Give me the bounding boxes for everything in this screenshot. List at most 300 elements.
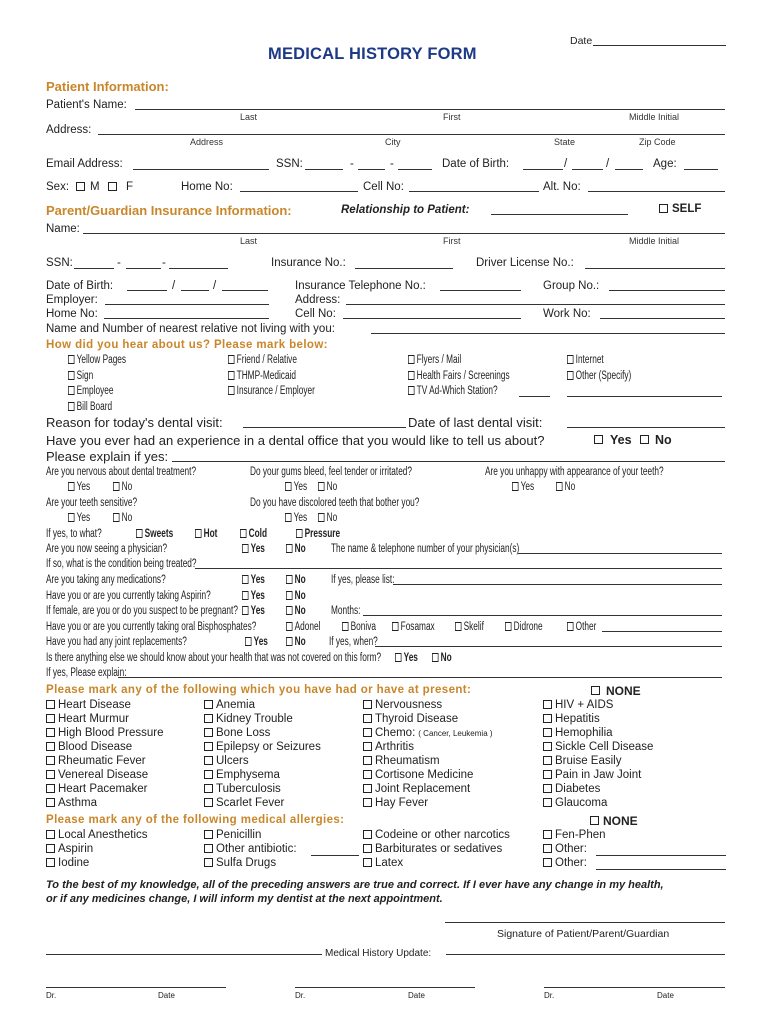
g-ssn-1[interactable] xyxy=(74,268,114,269)
cell-line[interactable] xyxy=(409,191,539,192)
checkbox-icon[interactable] xyxy=(68,355,74,364)
g-ssn-2[interactable] xyxy=(126,268,161,269)
condition-item[interactable] xyxy=(363,798,428,810)
checkbox-icon[interactable] xyxy=(363,714,372,723)
g-dob-y[interactable] xyxy=(222,290,268,291)
yes-label: Yes xyxy=(250,590,265,602)
allergy-label: Penicillin xyxy=(216,829,262,841)
checkbox-icon[interactable] xyxy=(512,482,518,491)
condition-item[interactable] xyxy=(46,770,148,782)
condition-item[interactable] xyxy=(543,756,621,768)
condition-item[interactable] xyxy=(204,798,284,810)
q-gums: Do your gums bleed, feel tender or irritated? xyxy=(250,466,413,478)
dob-day[interactable] xyxy=(572,169,603,170)
condition-item[interactable] xyxy=(204,728,270,740)
allergy-item[interactable] xyxy=(46,858,89,870)
checkbox-icon[interactable] xyxy=(286,544,292,553)
checkbox-icon[interactable] xyxy=(46,844,55,853)
g-work-line[interactable] xyxy=(600,318,725,319)
yes-label: Yes xyxy=(250,574,265,586)
home-line[interactable] xyxy=(240,191,358,192)
checkbox-icon[interactable] xyxy=(286,591,292,600)
yes-label: Yes xyxy=(293,481,308,493)
appearance-no[interactable] xyxy=(556,482,575,494)
dr-label-2: Dr. xyxy=(295,991,306,1000)
ref-friend[interactable] xyxy=(228,355,297,367)
g-insurance-line[interactable] xyxy=(355,268,453,269)
experience-no-label: No xyxy=(655,433,672,447)
checkbox-icon[interactable] xyxy=(204,858,213,867)
no-label: No xyxy=(564,481,576,493)
checkbox-icon[interactable] xyxy=(455,622,461,631)
checkbox-icon[interactable] xyxy=(242,591,248,600)
g-address-line[interactable] xyxy=(346,304,725,305)
checkbox-icon[interactable] xyxy=(392,622,398,631)
checkbox-icon[interactable] xyxy=(204,784,213,793)
checkbox-icon[interactable] xyxy=(408,386,414,395)
checkbox-icon[interactable] xyxy=(363,742,372,751)
checkbox-icon[interactable] xyxy=(363,798,372,807)
checkbox-icon[interactable] xyxy=(363,728,372,737)
joint-no[interactable] xyxy=(286,637,306,649)
q-explain: If yes, Please explain: xyxy=(46,667,127,679)
condition-label: Bruise Easily xyxy=(555,755,622,767)
checkbox-icon[interactable] xyxy=(204,742,213,751)
aspirin-yes[interactable] xyxy=(242,591,265,603)
relationship-line[interactable] xyxy=(491,214,628,215)
g-cell-line[interactable] xyxy=(343,318,521,319)
ref-bill-board[interactable] xyxy=(68,402,112,414)
checkbox-icon[interactable] xyxy=(408,371,414,380)
condition-item[interactable] xyxy=(363,728,493,740)
bis-boniva[interactable] xyxy=(342,622,376,634)
anything-no[interactable] xyxy=(432,653,452,665)
ref-other[interactable] xyxy=(567,371,631,383)
ref-flyers[interactable] xyxy=(408,355,461,367)
ref-insurance[interactable] xyxy=(228,386,315,398)
self-label: SELF xyxy=(672,203,702,215)
checkbox-icon[interactable] xyxy=(543,742,552,751)
g-employer-line[interactable] xyxy=(105,304,269,305)
pregnant-yes[interactable] xyxy=(242,606,265,618)
g-dob-d[interactable] xyxy=(181,290,209,291)
condition-item[interactable] xyxy=(543,714,600,726)
checkbox-icon[interactable] xyxy=(68,386,74,395)
ref-thmp[interactable] xyxy=(228,371,296,383)
bis-other[interactable] xyxy=(567,622,596,634)
condition-label: Chemo: xyxy=(375,727,416,739)
checkbox-icon[interactable] xyxy=(543,798,552,807)
checkbox-icon[interactable] xyxy=(195,529,201,538)
condition-label: Epilepsy or Seizures xyxy=(216,741,321,753)
g-license-line[interactable] xyxy=(585,268,725,269)
checkbox-icon[interactable] xyxy=(113,482,119,491)
checkbox-icon[interactable] xyxy=(296,529,302,538)
other-antibiotic-line[interactable] xyxy=(311,855,359,856)
checkbox-icon[interactable] xyxy=(543,728,552,737)
condition-label: Emphysema xyxy=(216,769,280,781)
checkbox-icon[interactable] xyxy=(286,606,292,615)
allergy-other-line-1[interactable] xyxy=(596,855,726,856)
physician-yes[interactable] xyxy=(242,544,265,556)
allergy-item[interactable] xyxy=(204,830,261,842)
female-checkbox[interactable] xyxy=(108,182,117,191)
option-label: Sweets xyxy=(144,528,174,540)
checkbox-icon[interactable] xyxy=(363,700,372,709)
checkbox-icon[interactable] xyxy=(46,784,55,793)
option-label: Health Fairs / Screenings xyxy=(416,370,510,382)
address-line[interactable] xyxy=(98,134,725,135)
discolored-yes[interactable] xyxy=(285,513,307,525)
g-ins-phone-line[interactable] xyxy=(440,290,521,291)
allergy-item[interactable] xyxy=(204,844,297,856)
ref-sign[interactable] xyxy=(68,371,93,383)
g-dob-label: Date of Birth: xyxy=(46,280,114,292)
option-label: Hot xyxy=(203,528,218,540)
checkbox-icon[interactable] xyxy=(204,728,213,737)
condition-label: Glaucoma xyxy=(555,797,608,809)
checkbox-icon[interactable] xyxy=(286,637,292,646)
yes-label: Yes xyxy=(76,481,91,493)
nervous-no[interactable] xyxy=(113,482,132,494)
condition-item[interactable] xyxy=(46,798,97,810)
statement-line-2: or if any medicines change, I will inform my dentist at the next appointment. xyxy=(46,893,443,905)
anything-yes[interactable] xyxy=(395,653,418,665)
condition-label: Heart Disease xyxy=(58,699,131,711)
conditions-none-checkbox[interactable] xyxy=(591,686,600,695)
condition-item[interactable] xyxy=(204,770,280,782)
allergy-item[interactable] xyxy=(543,844,587,856)
dob-slash: / xyxy=(564,158,568,170)
medications-yes[interactable] xyxy=(242,575,265,587)
checkbox-icon[interactable] xyxy=(567,622,573,631)
checkbox-icon[interactable] xyxy=(68,371,74,380)
joint-yes[interactable] xyxy=(245,637,268,649)
g-address-label: Address: xyxy=(295,294,341,306)
condition-label: Kidney Trouble xyxy=(216,713,293,725)
checkbox-icon[interactable] xyxy=(543,756,552,765)
option-label: Internet xyxy=(575,354,604,366)
statement-line-1: To the best of my knowledge, all of the preceding answers are true and correct. If I ever have any change in my health, xyxy=(46,879,664,891)
alt-label: Alt. No: xyxy=(543,181,581,193)
condition-item[interactable] xyxy=(46,728,163,740)
checkbox-icon[interactable] xyxy=(46,714,55,723)
g-home-line[interactable] xyxy=(104,318,269,319)
checkbox-icon[interactable] xyxy=(204,830,213,839)
pressure-option[interactable] xyxy=(296,529,340,541)
condition-item[interactable] xyxy=(204,756,249,768)
checkbox-icon[interactable] xyxy=(46,858,55,867)
explain-label: Please explain if yes: xyxy=(46,449,169,464)
checkbox-icon[interactable] xyxy=(432,653,438,662)
condition-line[interactable] xyxy=(195,568,722,569)
patient-name-line[interactable] xyxy=(135,109,725,110)
allergy-item[interactable] xyxy=(204,858,276,870)
medications-line[interactable] xyxy=(393,584,722,585)
g-sub-last: Last xyxy=(240,236,258,246)
condition-label: Hepatitis xyxy=(555,713,600,725)
checkbox-icon[interactable] xyxy=(46,798,55,807)
checkbox-icon[interactable] xyxy=(408,355,414,364)
checkbox-icon[interactable] xyxy=(505,622,511,631)
checkbox-icon[interactable] xyxy=(543,844,552,853)
checkbox-icon[interactable] xyxy=(242,575,248,584)
checkbox-icon[interactable] xyxy=(543,858,552,867)
ref-employee[interactable] xyxy=(68,386,113,398)
ref-tv-ad[interactable] xyxy=(408,386,498,398)
email-line[interactable] xyxy=(133,169,269,170)
checkbox-icon[interactable] xyxy=(204,756,213,765)
checkbox-icon[interactable] xyxy=(240,529,246,538)
male-label: M xyxy=(90,181,100,193)
allergy-label: Local Anesthetics xyxy=(58,829,148,841)
self-checkbox[interactable] xyxy=(659,204,668,213)
checkbox-icon[interactable] xyxy=(543,784,552,793)
option-label: Flyers / Mail xyxy=(416,354,462,366)
date-label-2: Date xyxy=(408,991,425,1000)
male-checkbox[interactable] xyxy=(76,182,85,191)
condition-item[interactable] xyxy=(46,756,146,768)
checkbox-icon[interactable] xyxy=(204,714,213,723)
allergy-item[interactable] xyxy=(543,830,606,842)
last-visit-label: Date of last dental visit: xyxy=(408,415,543,430)
bis-other-line[interactable] xyxy=(602,631,722,632)
ref-yellow-pages[interactable] xyxy=(68,355,126,367)
dob-month[interactable] xyxy=(523,169,563,170)
allergy-other-line-2[interactable] xyxy=(596,869,726,870)
g-name-label: Name: xyxy=(46,223,80,235)
dr-line-3[interactable] xyxy=(544,987,725,988)
checkbox-icon[interactable] xyxy=(567,355,573,364)
condition-item[interactable] xyxy=(204,784,281,796)
checkbox-icon[interactable] xyxy=(228,371,234,380)
bis-skelif[interactable] xyxy=(455,622,484,634)
date-line[interactable] xyxy=(593,45,726,46)
dob-label: Date of Birth: xyxy=(442,158,510,170)
checkbox-icon[interactable] xyxy=(242,544,248,553)
experience-yes-checkbox[interactable] xyxy=(594,435,603,444)
checkbox-icon[interactable] xyxy=(342,622,348,631)
hot-option[interactable] xyxy=(195,529,217,541)
guardian-heading: Parent/Guardian Insurance Information: xyxy=(46,203,292,218)
checkbox-icon[interactable] xyxy=(363,830,372,839)
g-work-label: Work No: xyxy=(543,308,591,320)
condition-item[interactable] xyxy=(363,742,414,754)
cold-option[interactable] xyxy=(240,529,267,541)
bis-fosamax[interactable] xyxy=(392,622,435,634)
appearance-yes[interactable] xyxy=(512,482,534,494)
no-label: No xyxy=(326,481,338,493)
checkbox-icon[interactable] xyxy=(46,770,55,779)
g-ssn-3[interactable] xyxy=(169,268,228,269)
checkbox-icon[interactable] xyxy=(363,770,372,779)
condition-item[interactable] xyxy=(363,756,440,768)
checkbox-icon[interactable] xyxy=(363,844,372,853)
other-specify-line[interactable] xyxy=(567,396,722,397)
ssn-dash-2: - xyxy=(390,158,394,170)
checkbox-icon[interactable] xyxy=(285,513,291,522)
patient-heading: Patient Information: xyxy=(46,79,169,94)
sensitive-no[interactable] xyxy=(113,513,132,525)
checkbox-icon[interactable] xyxy=(286,622,292,631)
condition-item[interactable] xyxy=(543,784,600,796)
physician-name-line[interactable] xyxy=(518,553,722,554)
allergy-item[interactable] xyxy=(363,830,510,842)
checkbox-icon[interactable] xyxy=(46,700,55,709)
checkbox-icon[interactable] xyxy=(68,482,74,491)
checkbox-icon[interactable] xyxy=(543,714,552,723)
checkbox-icon[interactable] xyxy=(286,575,292,584)
medications-no[interactable] xyxy=(286,575,306,587)
dr-line-2[interactable] xyxy=(295,987,475,988)
sensitive-yes[interactable] xyxy=(68,513,90,525)
condition-item[interactable] xyxy=(543,770,641,782)
checkbox-icon[interactable] xyxy=(318,513,324,522)
checkbox-icon[interactable] xyxy=(543,770,552,779)
alt-line[interactable] xyxy=(588,191,725,192)
bis-didrone[interactable] xyxy=(505,622,543,634)
checkbox-icon[interactable] xyxy=(136,529,142,538)
condition-label: Cortisone Medicine xyxy=(375,769,474,781)
allergy-item[interactable] xyxy=(46,844,93,856)
bis-adonel[interactable] xyxy=(286,622,320,634)
checkbox-icon[interactable] xyxy=(318,482,324,491)
q-appearance: Are you unhappy with appearance of your teeth? xyxy=(485,466,664,478)
checkbox-icon[interactable] xyxy=(46,756,55,765)
checkbox-icon[interactable] xyxy=(543,700,552,709)
condition-item[interactable] xyxy=(543,700,613,712)
condition-item[interactable] xyxy=(204,700,255,712)
signature-line[interactable] xyxy=(445,922,725,923)
allergy-item[interactable] xyxy=(46,830,148,842)
checkbox-icon[interactable] xyxy=(68,402,74,411)
condition-item[interactable] xyxy=(363,700,442,712)
dob-slash-2: / xyxy=(606,158,610,170)
g-name-line[interactable] xyxy=(83,233,725,234)
condition-item[interactable] xyxy=(46,784,147,796)
months-line[interactable] xyxy=(363,615,722,616)
dr-line-1[interactable] xyxy=(46,987,226,988)
checkbox-icon[interactable] xyxy=(46,742,55,751)
option-label: Adonel xyxy=(294,621,321,633)
option-label: Skelif xyxy=(463,621,484,633)
yes-label: Yes xyxy=(520,481,535,493)
checkbox-icon[interactable] xyxy=(204,844,213,853)
physician-no[interactable] xyxy=(286,544,306,556)
gums-yes[interactable] xyxy=(285,482,307,494)
condition-item[interactable] xyxy=(363,770,473,782)
checkbox-icon[interactable] xyxy=(285,482,291,491)
ssn-line-2[interactable] xyxy=(358,169,385,170)
condition-item[interactable] xyxy=(363,714,458,726)
condition-item[interactable] xyxy=(204,742,321,754)
age-line[interactable] xyxy=(684,169,718,170)
discolored-no[interactable] xyxy=(318,513,337,525)
checkbox-icon[interactable] xyxy=(228,386,234,395)
allergy-item[interactable] xyxy=(543,858,587,870)
no-label: No xyxy=(121,481,133,493)
checkbox-icon[interactable] xyxy=(363,756,372,765)
pregnant-no[interactable] xyxy=(286,606,306,618)
checkbox-icon[interactable] xyxy=(567,371,573,380)
yes-label: Yes xyxy=(253,636,268,648)
g-relative-line[interactable] xyxy=(371,333,725,334)
allergy-item[interactable] xyxy=(363,858,403,870)
checkbox-icon[interactable] xyxy=(68,513,74,522)
checkbox-icon[interactable] xyxy=(363,858,372,867)
ssn-dash: - xyxy=(350,158,354,170)
tv-station-line[interactable] xyxy=(519,396,550,397)
allergies-none-label: NONE xyxy=(603,814,638,828)
condition-label: Diabetes xyxy=(555,783,601,795)
condition-item[interactable] xyxy=(363,784,470,796)
explain-health-line[interactable] xyxy=(118,677,722,678)
ref-internet[interactable] xyxy=(567,355,604,367)
g-dob-m[interactable] xyxy=(127,290,167,291)
checkbox-icon[interactable] xyxy=(46,830,55,839)
option-label: Didrone xyxy=(513,621,543,633)
gums-no[interactable] xyxy=(318,482,337,494)
reason-line[interactable] xyxy=(243,427,406,428)
allergy-label: Other: xyxy=(555,857,587,869)
ref-health-fairs[interactable] xyxy=(408,371,510,383)
q-anything-else: Is there anything else we should know about your health that was not covered on this form? xyxy=(46,652,382,664)
checkbox-icon[interactable] xyxy=(46,728,55,737)
checkbox-icon[interactable] xyxy=(245,637,251,646)
last-visit-line[interactable] xyxy=(567,427,725,428)
checkbox-icon[interactable] xyxy=(556,482,562,491)
condition-item[interactable] xyxy=(543,798,607,810)
condition-item[interactable] xyxy=(204,714,293,726)
nervous-yes[interactable] xyxy=(68,482,90,494)
checkbox-icon[interactable] xyxy=(363,784,372,793)
condition-label: High Blood Pressure xyxy=(58,727,164,739)
when-line[interactable] xyxy=(375,646,722,647)
ssn-line-1[interactable] xyxy=(305,169,343,170)
dr-label-3: Dr. xyxy=(544,991,555,1000)
condition-item[interactable] xyxy=(46,742,132,754)
allergies-none-checkbox[interactable] xyxy=(590,816,599,825)
condition-item[interactable] xyxy=(543,742,653,754)
yes-label: Yes xyxy=(250,543,265,555)
ssn-line-3[interactable] xyxy=(398,169,432,170)
chemo-note: ( Cancer, Leukemia ) xyxy=(418,729,493,738)
checkbox-icon[interactable] xyxy=(204,700,213,709)
allergy-label: Iodine xyxy=(58,857,90,869)
checkbox-icon[interactable] xyxy=(204,770,213,779)
condition-item[interactable] xyxy=(46,700,131,712)
checkbox-icon[interactable] xyxy=(113,513,119,522)
checkbox-icon[interactable] xyxy=(543,830,552,839)
condition-item[interactable] xyxy=(543,728,613,740)
date-label-3: Date xyxy=(657,991,674,1000)
allergy-label: Barbiturates or sedatives xyxy=(375,843,503,855)
checkbox-icon[interactable] xyxy=(204,798,213,807)
experience-no-checkbox[interactable] xyxy=(640,435,649,444)
checkbox-icon[interactable] xyxy=(242,606,248,615)
sweets-option[interactable] xyxy=(136,529,173,541)
dob-year[interactable] xyxy=(615,169,643,170)
relationship-label: Relationship to Patient: xyxy=(341,204,470,216)
aspirin-no[interactable] xyxy=(286,591,306,603)
when-label: If yes, when? xyxy=(329,636,378,648)
checkbox-icon[interactable] xyxy=(395,653,401,662)
condition-item[interactable] xyxy=(46,714,129,726)
checkbox-icon[interactable] xyxy=(228,355,234,364)
explain-line[interactable] xyxy=(172,461,725,462)
g-group-line[interactable] xyxy=(609,290,725,291)
allergy-item[interactable] xyxy=(363,844,502,856)
